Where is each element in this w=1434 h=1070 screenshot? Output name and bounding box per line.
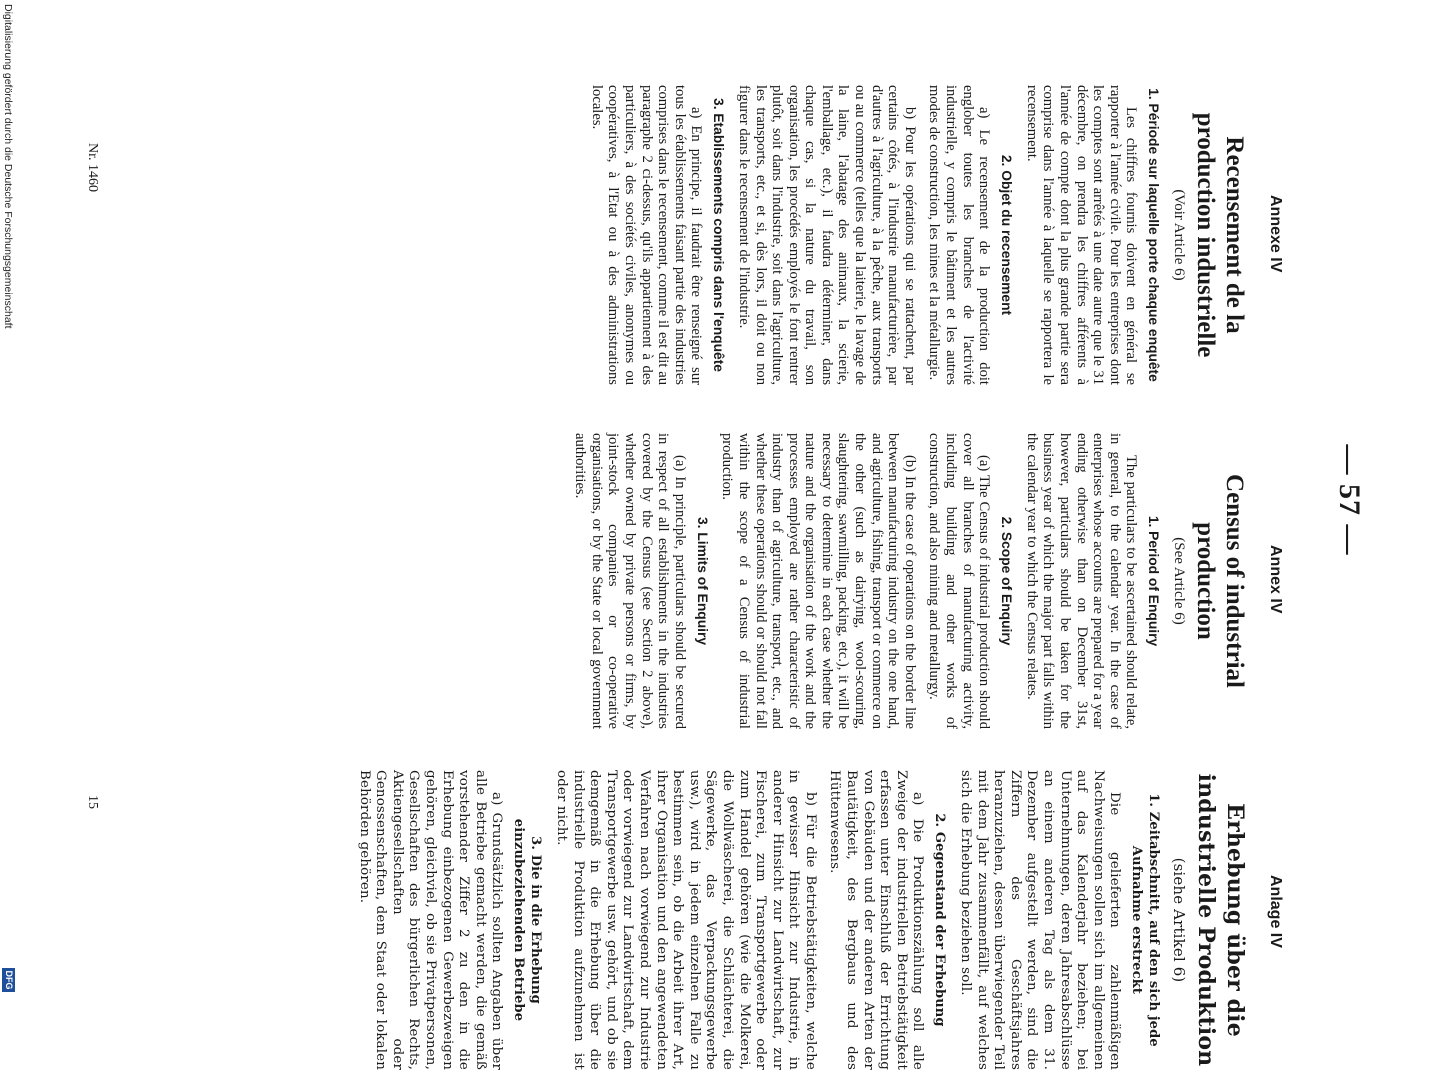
french-see-article: (Voir Article 6) xyxy=(1171,189,1187,281)
german-title: Erhebung über die industrielle Produktion xyxy=(1193,773,1248,1067)
footer-page-number: 15 xyxy=(85,795,100,809)
french-section-2b-paragraph: b) Pour les opérations qui se rattachent, par certains côtés, à l'industrie manufacturière, par d'autres à l'agriculture, à la pêche, aux transports ou au commerce (telles que la laiterie, le lavage de la laine, l'abatage des animaux, la scierie, l'emballage, etc.), il faudra déterminer, dans chaque cas, si la nature du travail, son organisation, les procédés employés le font rentrer plutôt, soit dans l'industrie, soit dans l'agriculture, les transports, etc., et si, dès lors, il doit ou non figurer dans le recensement de l'industrie. xyxy=(735,85,918,385)
french-section-2-heading: 2. Objet du recensement xyxy=(999,154,1015,316)
german-column xyxy=(347,770,1249,1070)
german-section-1-paragraph: Die gelieferten zahlenmäßigen Nachweisungen sollen sich im allgemeinen auf das Kalenderjahr beziehen; bei Unternehmungen, deren Jahresabschlüsse an einem anderen Tag als dem 31. Dezember aufgestellt werden, sind die Ziffern des Geschäftsjahres heranzuziehen, dessen überwiegender Teil mit dem Jahr zusammenfällt, auf welches sich die Erhebung beziehen soll. xyxy=(958,770,1123,1070)
english-section-2a-paragraph: (a) The Census of industrial production should cover all branches of manufacturing activity, including building and other works of construction, and also mining and metallurgy. xyxy=(926,433,993,729)
german-section-2-heading: 2. Gegenstand der Erhebung xyxy=(932,813,948,1027)
german-section-2a-paragraph: a) Die Produktionszählung soll alle Zweige der industriellen Betriebstätigkeit erfassen unter Einschluß der Errichtung von Gebäuden und der anderen Arten der Bautätigkeit, des Bergbaus und des Hüttenwesens. xyxy=(827,770,926,1070)
french-title: Recensement de la production industrielle xyxy=(1192,112,1248,358)
dfg-logo-icon: DFG xyxy=(2,968,15,992)
document-number: Nr. 1460 xyxy=(85,143,100,192)
german-section-1-heading: 1. Zeitabschnitt, auf den sich jede Aufnahme erstreckt xyxy=(1129,793,1162,1047)
english-title: Census of industrial production xyxy=(1192,474,1248,688)
page-number: — 57 — xyxy=(1333,444,1366,556)
french-section-2a-paragraph: a) Le recensement de la production doit englober toutes les branches de l'activité industrielle, y compris le bâtiment et les autres modes de construction, les mines et la métallurgie. xyxy=(926,85,993,385)
dfg-attribution xyxy=(0,0,16,1000)
column-heading-french: Annexe IV xyxy=(1267,195,1284,273)
english-see-article: (See Article 6) xyxy=(1171,537,1187,625)
column-heading-english: Annex IV xyxy=(1267,545,1284,614)
german-section-2b-paragraph: b) Für die Betriebstätigkeiten, welche in gewisser Hinsicht zur Industrie, in anderer Hinsicht zur Landwirtschaft, zur Fischerei, zum Transportgewerbe oder zum Handel gehören (wie die Molkerei, die Wollwäscherei, die Schlächterei, die Sägewerke, das Verpackungsgewerbe usw.), wird in jedem einzelnen Falle zu bestimmen sein, ob die Arbeit ihrer Art, ihrer Organisation und den angewendeten Verfahren nach vorwiegend zur Industrie oder vorwiegend zur Landwirtschaft, dem Transportgewerbe usw. gehört, und ob sie demgemäß in die Erhebung über die industrielle Produktion aufzunehmen ist oder nicht. xyxy=(554,770,818,1070)
english-section-1-paragraph: The particulars to be ascertained should relate, in general, to the calendar year. In the case of enterprises whose accounts are prepared for a year ending otherwise than on December 31st, however, particulars should be taken for the business year of which the major part falls within the calendar year to which the Census relates. xyxy=(1023,433,1140,729)
french-column xyxy=(580,85,1249,385)
column-heading-german: Anlage IV xyxy=(1267,875,1284,948)
french-section-3-heading: 3. Etablissements compris dans l'enquête xyxy=(711,98,727,372)
english-section-3a-paragraph: (a) In principle, particulars should be secured in respect of all establishments in the industries covered by the Census (see Section 2 above), whether owned by private persons or firms, by joint-stock companies or co-operative organisations, or by the State or local government authorities. xyxy=(572,433,688,729)
french-section-1-heading: 1. Période sur laquelle porte chaque enquête xyxy=(1146,88,1162,382)
english-section-2-heading: 2. Scope of Enquiry xyxy=(999,516,1015,646)
english-column xyxy=(564,433,1249,729)
german-see-article: (siehe Artikel 6) xyxy=(1170,857,1188,983)
german-section-3a-paragraph: a) Grundsätzlich sollten Angaben über alle Betriebe gemacht werden, die gemäß vorstehender Ziffer 2 zu den in die Erhebung einbezogenen Gewerbezweigen gehören, gleichviel, ob sie Privatpersonen, Gesellschaften des bürgerlichen Rechts, Aktiengesellschaften oder Genossenschaften, dem Staat oder lokalen Behörden gehören. xyxy=(356,770,505,1070)
french-section-1-paragraph: Les chiffres fournis doivent en général se rapporter à l'année civile. Pour les entreprises dont les comptes sont arrêtés à une date autre que le 31 décembre, on prendra les chiffres afférents à l'année de compte dont la plus grande partie sera comprise dans l'année à laquelle se rapportera le recensement. xyxy=(1023,85,1140,385)
english-section-3-heading: 3. Limits of Enquiry xyxy=(694,516,710,646)
german-section-3-heading: 3. Die in die Erhebung einzubeziehenden Betriebe xyxy=(511,818,544,1022)
english-section-1-heading: 1. Period of Enquiry xyxy=(1146,515,1162,647)
dfg-attribution-text: Digitalisierung gefördert durch die Deutsche Forschungsgemeinschaft xyxy=(2,4,14,329)
english-section-2b-paragraph: (b) In the case of operations on the border line between manufacturing industry on the one hand, and agriculture, fishing, transport or commerce on the other (such as dairying, wool-scouring, slaughtering, sawmilling, packing, etc.), it will be necessary to determine in each case whether the nature and the organisation of the work and the processes employed are rather characteristic of industry than of agriculture, transport, etc., and whether these operations should or should not fall within the scope of a Census of industrial production. xyxy=(719,433,918,729)
french-section-3a-paragraph: a) En principe, il faudrait être renseigné sur tous les établissements faisant partie des industries comprises dans le recensement, comme il est dit au paragraphe 2 ci-dessus, qu'ils appartiennent à des particuliers, à des sociétés civiles, anonymes ou coopératives, à l'Etat ou à des administrations locales. xyxy=(588,85,705,385)
